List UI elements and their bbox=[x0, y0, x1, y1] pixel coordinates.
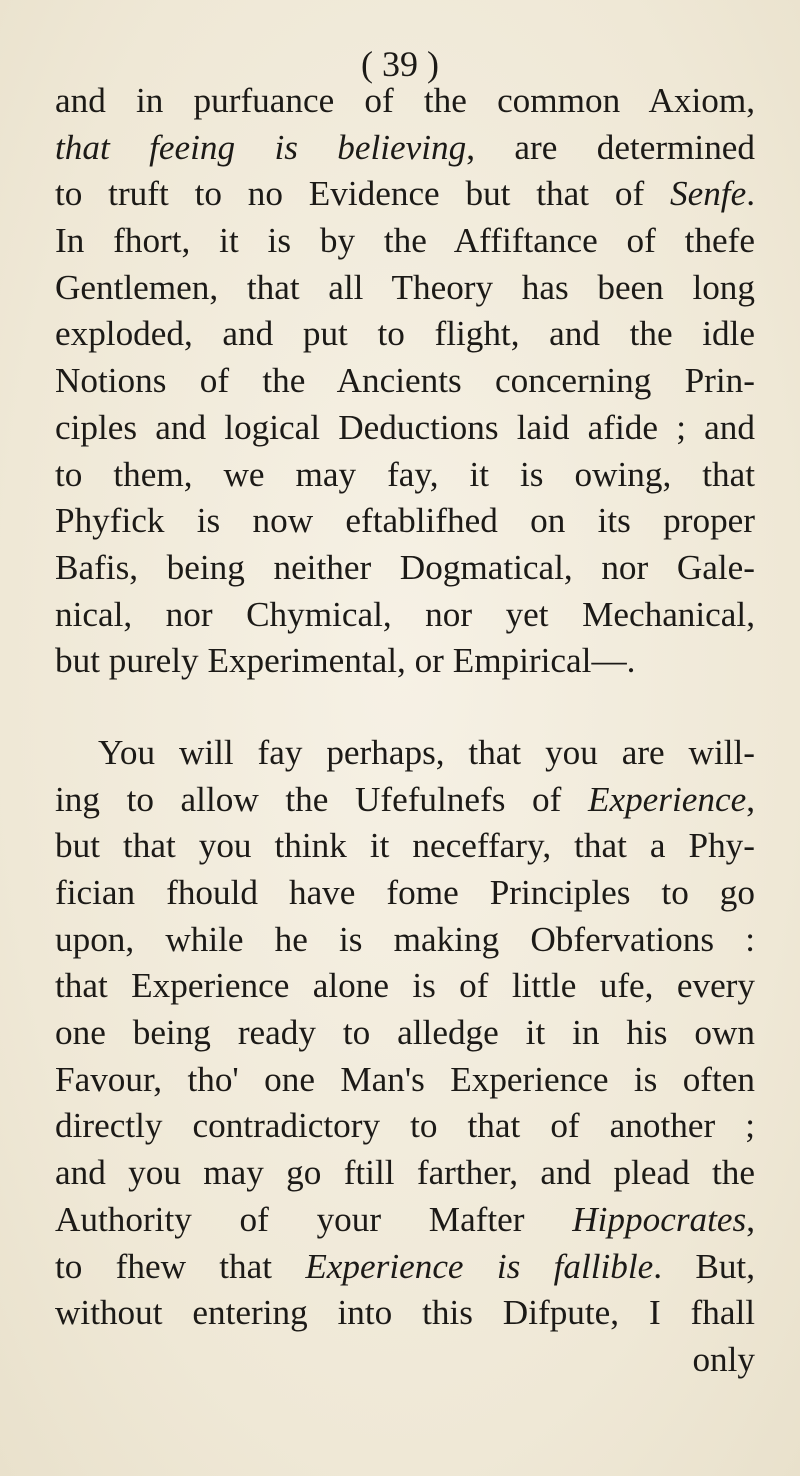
text-line bbox=[55, 1290, 755, 1337]
text-segment: to them, we may fay, it is owing, that bbox=[55, 454, 755, 494]
text-line bbox=[55, 311, 755, 358]
text-segment: Bafis, being neither Dogmatical, nor Gale- bbox=[55, 547, 755, 587]
text-line bbox=[55, 1010, 755, 1057]
text-segment: exploded, and put to flight, and the idle bbox=[55, 314, 755, 354]
text-segment: fician fhould have fome Principles to go bbox=[55, 873, 755, 912]
text-line bbox=[55, 917, 755, 964]
text-segment: but that you think it neceffary, that a Phy- bbox=[55, 826, 755, 866]
text-line bbox=[55, 498, 755, 545]
text-line bbox=[55, 1244, 755, 1291]
text-line bbox=[55, 870, 755, 917]
paragraph-2 bbox=[55, 730, 755, 1337]
text-segment: one being ready to alledge it in his own bbox=[55, 1013, 755, 1053]
paragraph-gap bbox=[55, 685, 755, 730]
text-segment: to fhew that bbox=[55, 1246, 306, 1286]
text-line bbox=[55, 358, 755, 405]
text-segment: and you may go ftill farther, and plead the bbox=[55, 1153, 755, 1193]
text-segment: ing to allow the Ufefulnefs of bbox=[55, 779, 588, 819]
text-line bbox=[55, 592, 755, 639]
text-line bbox=[55, 78, 755, 125]
text-line bbox=[55, 125, 755, 172]
text-segment: . bbox=[746, 174, 755, 214]
italic-text: Hippocrates bbox=[572, 1199, 747, 1239]
text-segment: directly contradictory to that of another ; bbox=[55, 1106, 755, 1146]
text-line bbox=[55, 777, 755, 824]
text-line bbox=[55, 265, 755, 312]
text-segment: Notions of the Ancients concerning Prin- bbox=[55, 361, 755, 401]
text-line bbox=[55, 171, 755, 218]
text-line bbox=[55, 1197, 755, 1244]
text-line bbox=[55, 638, 755, 685]
text-line bbox=[55, 1057, 755, 1104]
text-segment: and in purfuance of the common Axiom, bbox=[55, 81, 755, 120]
italic-text: Experience is fallible bbox=[305, 1246, 654, 1286]
text-segment: to truft to no Evidence but that of bbox=[55, 174, 670, 214]
text-segment: without entering into this Difpute, I fhall bbox=[55, 1293, 755, 1333]
text-segment: upon, while he is making Obfervations : bbox=[55, 919, 755, 959]
text-line bbox=[55, 218, 755, 265]
text-segment: that Experience alone is of little ufe, every bbox=[55, 966, 755, 1006]
text-segment: , bbox=[746, 779, 755, 819]
text-line bbox=[55, 452, 755, 499]
paragraph-1 bbox=[55, 78, 755, 685]
text-segment: Favour, tho' one Man's Experience is often bbox=[55, 1059, 755, 1099]
text-line bbox=[55, 823, 755, 870]
text-segment: , bbox=[746, 1199, 755, 1239]
italic-text: Experience bbox=[587, 779, 747, 819]
text-line bbox=[55, 963, 755, 1010]
body-text bbox=[55, 78, 755, 1384]
text-segment: . But, bbox=[653, 1246, 755, 1286]
text-line bbox=[55, 1150, 755, 1197]
text-line bbox=[55, 1103, 755, 1150]
text-segment: You will fay perhaps, that you are will- bbox=[98, 732, 755, 772]
text-segment: Authority of your Mafter bbox=[55, 1199, 573, 1239]
text-segment: Gentlemen, that all Theory has been long bbox=[55, 267, 755, 307]
text-segment: In fhort, it is by the Affiftance of thefe bbox=[55, 221, 755, 261]
italic-text: that feeing is believing bbox=[55, 127, 467, 167]
text-segment: Phyfick is now eftablifhed on its proper bbox=[55, 501, 755, 541]
catchword: only bbox=[692, 1339, 755, 1379]
text-segment: but purely Experimental, or Empirical—. bbox=[55, 641, 636, 681]
text-segment: ciples and logical Deductions laid afide ; and bbox=[55, 407, 755, 447]
italic-text: Senfe bbox=[670, 174, 747, 214]
text-line bbox=[55, 545, 755, 592]
text-line bbox=[55, 405, 755, 452]
text-segment: nical, nor Chymical, nor yet Mechanical, bbox=[55, 594, 755, 634]
text-line bbox=[55, 730, 755, 777]
text-segment: , are determined bbox=[466, 127, 756, 167]
page-number-header: ( 39 ) bbox=[361, 44, 439, 84]
